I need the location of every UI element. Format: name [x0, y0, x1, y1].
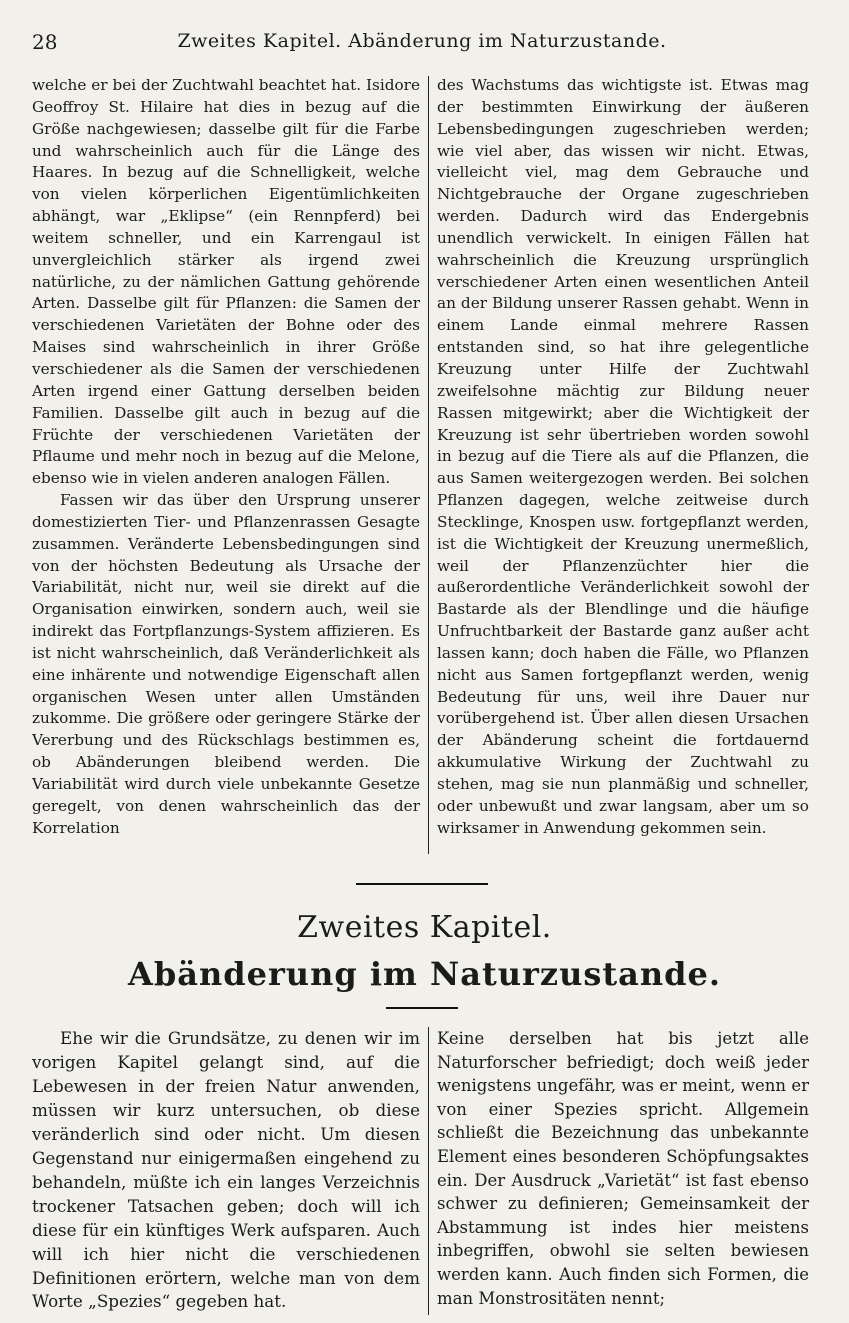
paragraph: Ehe wir die Grundsätze, zu denen wir im vorigen Kapitel gelangt sind, auf die Lebewesen in der freien Natur anwenden, müssen wir kurz untersuchen, ob diese veränderlich sind oder nicht. Um diesen Gegenstand nur einigermaßen eingehend zu behandeln, müßte ich ein langes Verzeichnis trockener Tatsachen geben; doch will ich diese für ein künftiges Werk aufsparen. Auch will ich hier nicht die verschiedenen Definitionen erörtern, welche man von dem Worte „Spezies“ gegeben hat. — [32, 1028, 420, 1312]
section1-right-column — [437, 75, 809, 840]
chapter-title: Abänderung im Naturzustande. — [128, 955, 721, 993]
paragraph: Keine derselben hat bis jetzt alle Naturforscher befriedigt; doch weiß jeder wenigstens ungefähr, was er meint, wenn er von einer Spezies spricht. Allgemein schließt die Bezeichnung das unbekannte Element eines besonderen Schöpfungsaktes ein. Der Ausdruck „Varietät“ ist fast ebenso schwer zu definieren; Gemeinsamkeit der Abstammung ist indes hier meistens inbegriffen, obwohl sie selten bewiesen werden kann. Auch finden sich Formen, die man Monstrositäten nennt; — [437, 1029, 809, 1308]
chapter-number: Zweites Kapitel. — [297, 910, 552, 945]
column-divider — [428, 1027, 429, 1315]
page-header — [32, 30, 812, 60]
paragraph: des Wachstums das wichtigste ist. Etwas mag der bestimmten Einwirkung der äußeren Lebensbedingungen zugeschrieben werden; wie viel aber, das wissen wir nicht. Etwas, vielleicht viel, mag dem Gebrauche und Nichtgebrauche der Organe zugeschrieben werden. Dadurch wird das Endergebnis unendlich verwickelt. In einigen Fällen hat wahrscheinlich die Kreuzung ursprünglich verschiedener Arten einen wesentlichen Anteil an der Bildung unserer Rassen gehabt. Wenn in einem Lande einmal mehrere Rassen entstanden sind, so hat ihre gelegentliche Kreuzung unter Hilfe der Zuchtwahl zweifelsohne mächtig zur Bildung neuer Rassen mitgewirkt; aber die Wichtigkeit der Kreuzung ist sehr übertrieben worden sowohl in bezug auf die Tiere als auf die Pflanzen, die aus Samen weitergezogen werden. Bei solchen Pflanzen dagegen, welche zeitweise durch Stecklinge, Knospen usw. fortgepflanzt werden, ist die Wichtigkeit der Kreuzung unermeßlich, weil der Pflanzenzüchter hier die außerordentliche Veränderlichkeit sowohl der Bastarde als der Blendlinge und die häufige Unfruchtbarkeit der Bastarde ganz außer acht lassen kann; doch haben die Fälle, wo Pflanzen nicht aus Samen fortgepflanzt werden, wenig Bedeutung für uns, weil ihre Dauer nur vorübergehend ist. Über allen diesen Ursachen der Abänderung scheint die fortdauernd akkumulative Wirkung der Zuchtwahl zu stehen, mag sie nun planmäßig und schneller, oder unbewußt und zwar langsam, aber um so wirksamer in Anwendung gekommen sein. — [437, 76, 809, 837]
section2-right-column — [437, 1027, 809, 1310]
paragraph: welche er bei der Zuchtwahl beachtet hat. Isidore Geoffroy St. Hilaire hat dies in bezug auf die Größe nachgewiesen; dasselbe gilt für die Farbe und wahrscheinlich auch für die Länge des Haares. In bezug auf die Schnelligkeit, welche von vielen körperlichen Eigentümlichkeiten abhängt, war „Eklipse“ (ein Rennpferd) bei weitem schneller, und ein Karrengaul ist unvergleichlich stärker als irgend zwei natürliche, zu der nämlichen Gattung gehörende Arten. Dasselbe gilt für Pflanzen: die Samen der verschiedenen Varietäten der Bohne oder des Maises sind wahrscheinlich in ihrer Größe verschiedener als die Samen der verschiedenen Arten irgend einer Gattung derselben beiden Familien. Dasselbe gilt auch in bezug auf die Früchte der verschiedenen Varietäten der Pflaume und mehr noch in bezug auf die Melone, ebenso wie in vielen anderen analogen Fällen. — [32, 76, 420, 488]
column-divider — [428, 76, 429, 854]
section1-left-column — [32, 75, 420, 840]
paragraph: Fassen wir das über den Ursprung unserer domestizierten Tier- und Pflanzenrassen Gesagte zusammen. Veränderte Lebensbedingungen sind von der höchsten Bedeutung als Ursache der Variabilität, nicht nur, weil sie direkt auf die Organisation einwirken, sondern auch, weil sie indirekt das Fortpflanzungs-System affizieren. Es ist nicht wahrscheinlich, daß Veränderlichkeit als eine inhärente und notwendige Eigenschaft allen organischen Wesen unter allen Umständen zukomme. Die größere oder geringere Stärke der Vererbung und des Rückschlags bestimmen es, ob Abänderungen bleibend werden. Die Variabilität wird durch viele unbekannte Gesetze geregelt, von denen wahrscheinlich das der Korrelation — [32, 491, 420, 837]
section2-left-column — [32, 1027, 420, 1314]
section-divider-top — [356, 883, 488, 885]
page-number: 28 — [32, 30, 58, 54]
section-divider-bottom — [386, 1007, 458, 1009]
running-title: Zweites Kapitel. Abänderung im Naturzustande. — [177, 30, 667, 52]
